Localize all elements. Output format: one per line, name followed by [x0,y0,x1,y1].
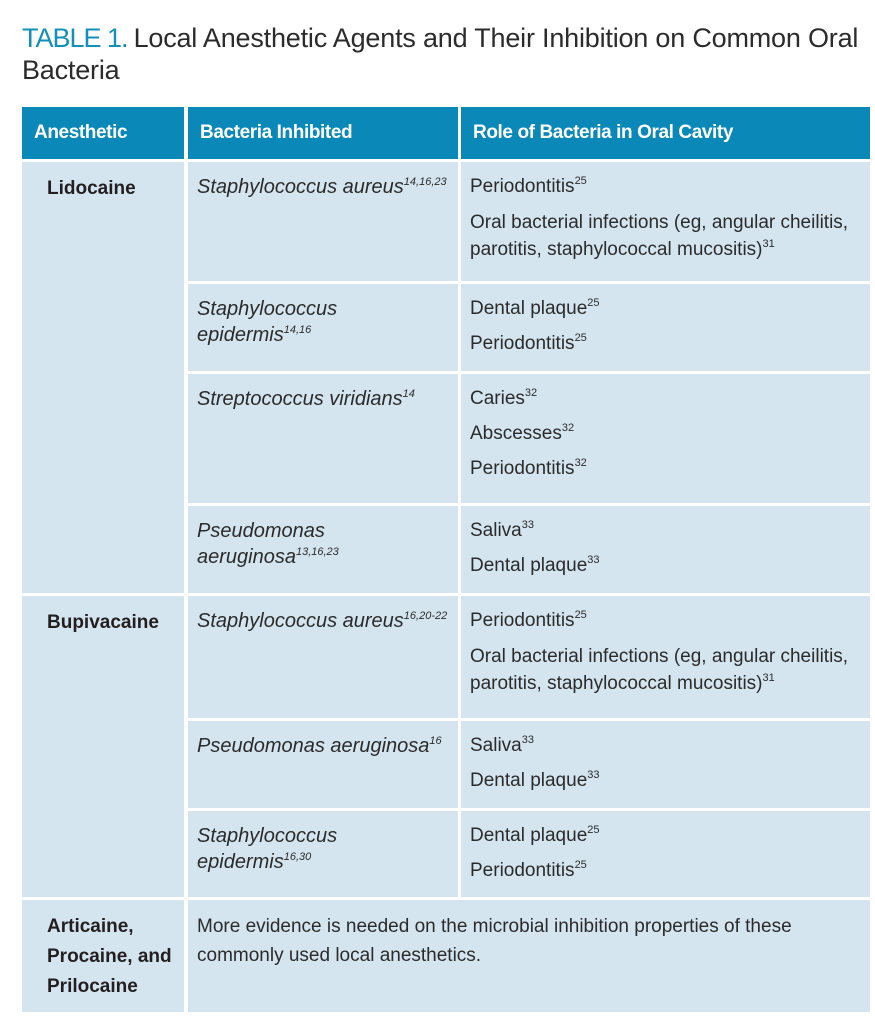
role-item: Caries$^{32}$ [470,387,538,409]
role-cell [461,721,870,808]
anesthetic-others: Articaine, Procaine, and Prilocaine [22,900,184,1012]
header-anesthetic: Anesthetic [22,107,184,159]
role-item: Periodontitis$^{25}$ [470,859,587,881]
reference: 14,16,23 [403,176,447,188]
role-cell [461,162,870,281]
reference: 16 [429,735,442,747]
role-cell [461,811,870,897]
reference: 14 [402,388,415,400]
table-title-text: Local Anesthetic Agents and Their Inhibition on Common Oral Bacteria [22,23,859,85]
bacteria-cell [188,284,458,371]
role-cell [461,596,870,718]
role-item: Saliva$^{33}$ [470,734,534,756]
bacteria-name: Pseudomonas aeruginosa [197,735,430,757]
role-cell [461,506,870,593]
bacteria-name: Staphylococcus aureus [197,610,404,632]
bacteria-name: Staphylococcus epidermis [197,825,338,873]
reference: 16,20-22 [403,610,448,622]
bacteria-cell [188,721,458,808]
role-item: Dental plaque$^{33}$ [470,554,600,576]
role-item: Periodontitis$^{32}$ [470,457,587,479]
anesthetic-bupivacaine: Bupivacaine [22,596,184,897]
role-item: Dental plaque$^{33}$ [470,769,600,791]
table-label: TABLE 1. [22,23,128,53]
bacteria-cell [188,811,458,897]
bacteria-cell [188,162,458,281]
role-item: Abscesses$^{32}$ [470,422,575,444]
role-cell [461,284,870,371]
role-item: Periodontitis$^{25}$ [470,609,587,631]
evidence-note: More evidence is needed on the microbial inhibition properties of these commonly used local anesthetics. [188,900,870,1012]
bacteria-cell [188,506,458,593]
role-item: Periodontitis$^{25}$ [470,175,587,197]
role-item: Saliva$^{33}$ [470,519,534,541]
bacteria-cell [188,374,458,503]
bacteria-name: Staphylococcus epidermis [197,298,338,346]
role-item: Oral bacterial infections (eg, angular cheilitis, parotitis, staphylococcal mucositis)$^{31}$ [470,212,849,260]
anesthetic-lidocaine: Lidocaine [22,162,184,593]
reference: 16,30 [283,851,312,863]
reference: 13,16,23 [295,546,339,558]
bacteria-name: Pseudomonas aeruginosa [197,520,325,568]
bacteria-name: Staphylococcus aureus [197,176,404,198]
role-cell [461,374,870,503]
role-item: Dental plaque$^{25}$ [470,824,600,846]
header-bacteria: Bacteria Inhibited [188,107,458,159]
header-role: Role of Bacteria in Oral Cavity [461,107,870,159]
bacteria-name: Streptococcus viridians [197,388,403,410]
role-item: Oral bacterial infections (eg, angular cheilitis, parotitis, staphylococcal mucositis)$^{31}$ [470,646,849,694]
reference: 14,16 [283,324,312,336]
bacteria-cell [188,596,458,718]
table-title [22,22,862,86]
role-item: Periodontitis$^{25}$ [470,332,587,354]
role-item: Dental plaque$^{25}$ [470,297,600,319]
